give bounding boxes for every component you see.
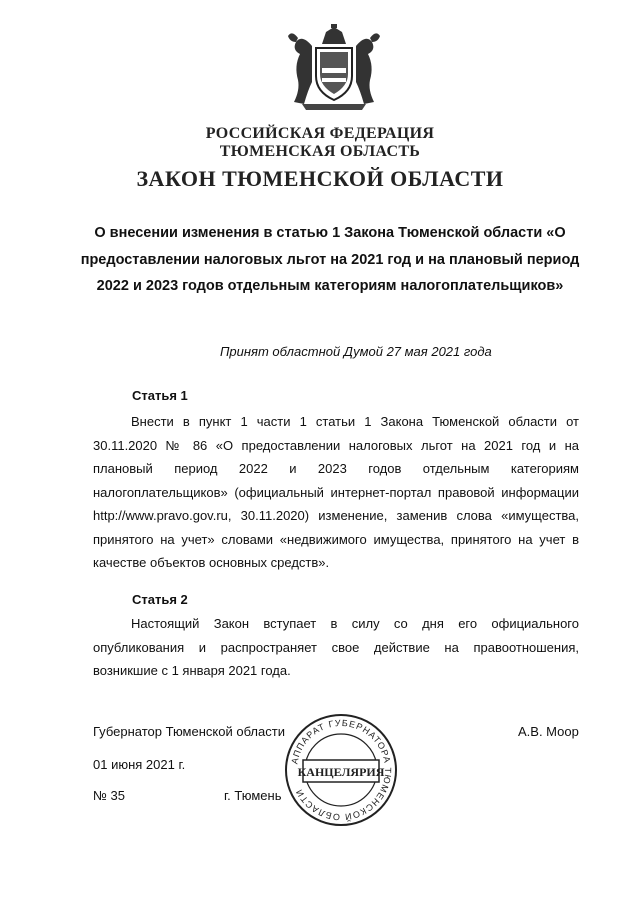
region-heading: ТЮМЕНСКАЯ ОБЛАСТЬ [219, 143, 421, 160]
office-seal [283, 712, 399, 828]
article-2-text: Настоящий Закон вступает в силу со дня его официального опубликования и распространяет свое действие на правоотношения, возникшие с 1 января 2021 года. [93, 616, 579, 678]
country-heading: РОССИЙСКАЯ ФЕДЕРАЦИЯ [205, 125, 435, 142]
coat-of-arms-icon [282, 24, 386, 110]
signing-city: г. Тюмень [224, 788, 282, 803]
adoption-note: Принят областной Думой 27 мая 2021 года [220, 344, 492, 359]
signing-date: 01 июня 2021 г. [93, 757, 186, 772]
article-2-heading: Статья 2 [132, 592, 188, 607]
seal-center-text: КАНЦЕЛЯРИЯ [297, 765, 385, 779]
signatory-position: Губернатор Тюменской области [93, 724, 285, 739]
law-title: О внесении изменения в статью 1 Закона Тюменской области «О предоставлении налоговых льгот на 2021 год и на плановый период 2022 и 2023 годов отдельным категориям налогоплательщиков» [80, 225, 580, 294]
article-1-text: Внести в пункт 1 части 1 статьи 1 Закона Тюменской области от 30.11.2020 № 86 «О предоставлении налоговых льгот на 2021 год и на плановый период 2022 и 2023 годов отдельным категориям налогоплательщиков» (официальный интернет-портал правовой информации http://www.pravo.gov.ru, 30.11.2020) изменение, заменив слова «имущества, принятого на учет» словами «недвижимого имущества, принятого на учет в качестве объектов основных средств». [93, 414, 579, 570]
seal-ring-text: АППАРАТ ГУБЕРНАТОРА ТЮМЕНСКОЙ ОБЛАСТИ [289, 717, 394, 823]
signatory-name: А.В. Моор [518, 724, 579, 739]
article-1-heading: Статья 1 [132, 388, 188, 403]
law-heading: ЗАКОН ТЮМЕНСКОЙ ОБЛАСТИ [136, 166, 504, 191]
law-number: № 35 [93, 788, 126, 803]
